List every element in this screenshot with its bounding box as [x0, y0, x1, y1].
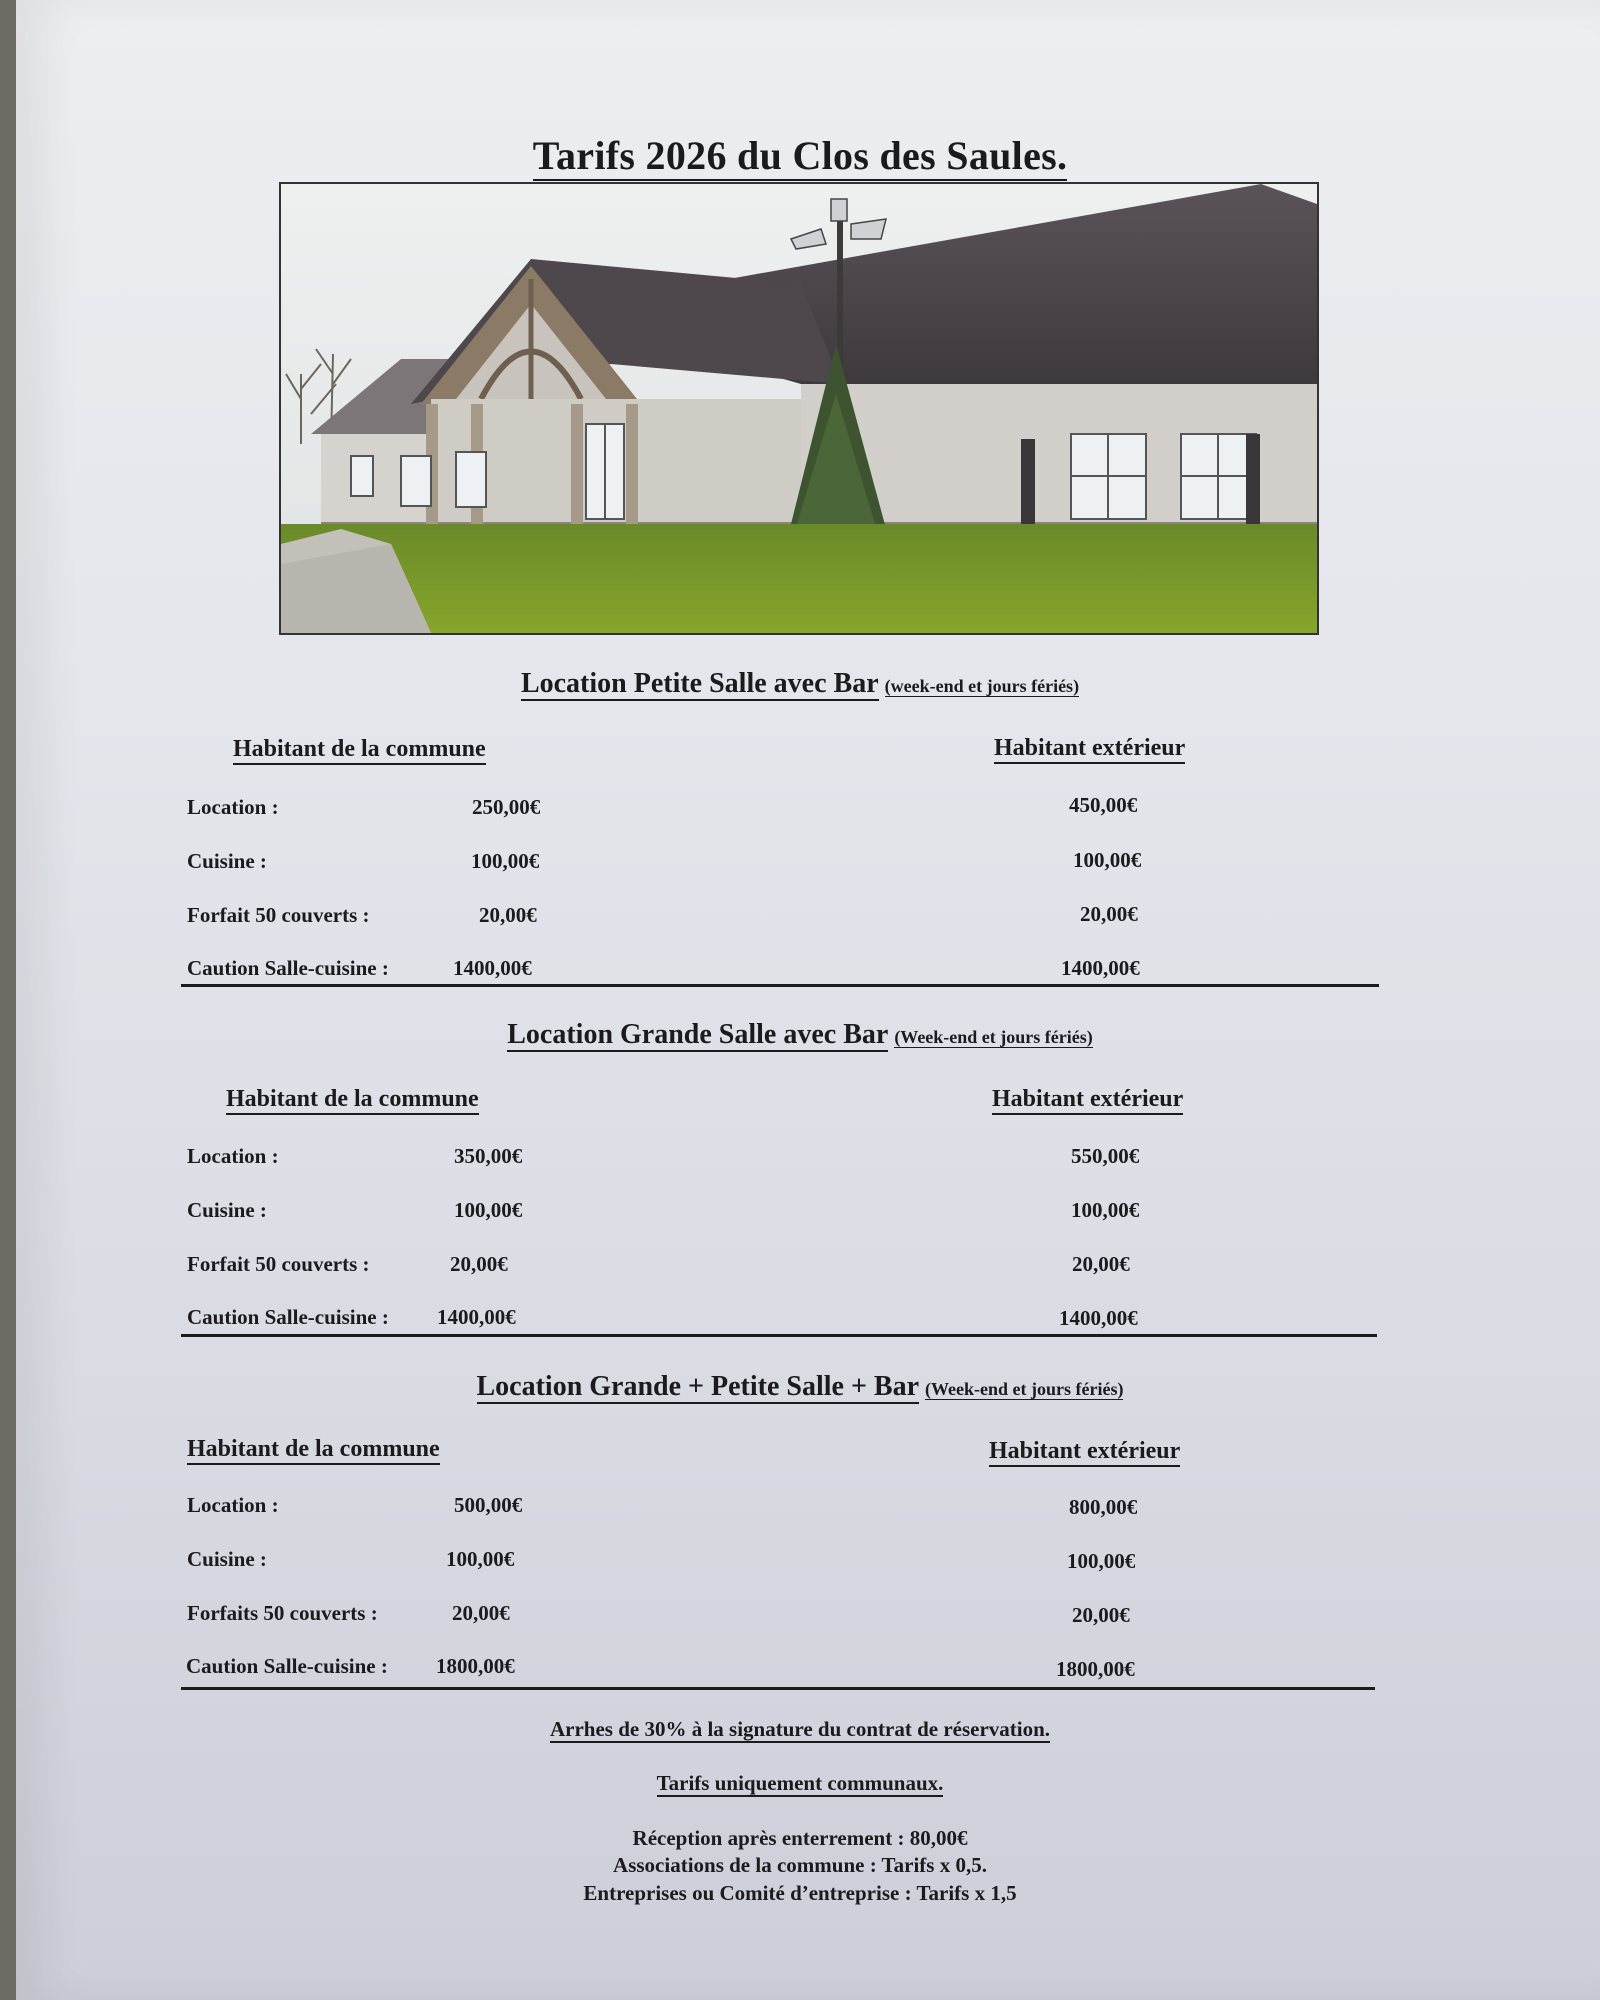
section-2-col-ext: Habitant extérieur	[992, 1086, 1183, 1115]
arrhes-note: Arrhes de 30% à la signature du contrat de réservation.	[549, 1717, 1051, 1741]
section-3-row-3-ext: 20,00€	[1072, 1603, 1130, 1627]
section-3-row-2-local: 100,00€	[446, 1547, 515, 1571]
section-2-row-2-local: 100,00€	[454, 1198, 523, 1222]
section-3-row-2-ext: 100,00€	[1067, 1549, 1136, 1573]
section-3-row-1-label: Location :	[187, 1493, 279, 1517]
section-1-heading: Location Petite Salle avec Bar (week-end et jours fériés)	[520, 668, 1080, 699]
entreprises-note: Entreprises ou Comité d’entreprise : Tarifs x 1,5	[583, 1881, 1017, 1905]
section-1-row-3-label: Forfait 50 couverts :	[187, 903, 370, 927]
section-2-col-local: Habitant de la commune	[226, 1086, 479, 1115]
section-2-row-2-ext: 100,00€	[1071, 1198, 1140, 1222]
section-1-row-2-label: Cuisine :	[187, 849, 267, 873]
communal-note: Tarifs uniquement communaux.	[656, 1771, 944, 1795]
section-2-row-3-local: 20,00€	[450, 1252, 508, 1276]
section-1-row-2-local: 100,00€	[471, 849, 540, 873]
section-2-row-2-label: Cuisine :	[187, 1198, 267, 1222]
associations-note: Associations de la commune : Tarifs x 0,5.	[613, 1853, 987, 1877]
page-title: Tarifs 2026 du Clos des Saules.	[16, 132, 1584, 179]
reception-note: Réception après enterrement : 80,00€	[632, 1826, 968, 1850]
document-page	[16, 0, 1600, 2000]
section-3-divider	[181, 1687, 1375, 1690]
section-1-row-2-ext: 100,00€	[1073, 848, 1142, 872]
section-2-heading: Location Grande Salle avec Bar (Week-end et jours fériés)	[507, 1019, 1093, 1050]
section-3-row-1-local: 500,00€	[454, 1493, 523, 1517]
section-1-row-4-ext: 1400,00€	[1061, 956, 1140, 980]
section-2-row-1-label: Location :	[187, 1144, 279, 1168]
building-photo	[279, 182, 1319, 635]
section-1-row-1-ext: 450,00€	[1069, 793, 1138, 817]
section-1-col-local: Habitant de la commune	[233, 736, 486, 765]
section-2-row-3-label: Forfait 50 couverts :	[187, 1252, 370, 1276]
section-2-row-1-ext: 550,00€	[1071, 1144, 1140, 1168]
section-2-row-4-local: 1400,00€	[437, 1305, 516, 1329]
building-photo-icon	[281, 184, 1317, 633]
section-2-row-4-label: Caution Salle-cuisine :	[187, 1305, 389, 1329]
section-2-divider	[181, 1334, 1377, 1337]
section-1-row-4-local: 1400,00€	[453, 956, 532, 980]
section-3-col-local: Habitant de la commune	[187, 1436, 440, 1465]
section-1-row-3-local: 20,00€	[479, 903, 537, 927]
section-2-row-3-ext: 20,00€	[1072, 1252, 1130, 1276]
section-1-row-3-ext: 20,00€	[1080, 902, 1138, 926]
section-1-row-1-label: Location :	[187, 795, 279, 819]
section-3-row-4-label: Caution Salle-cuisine :	[186, 1654, 388, 1678]
section-1-divider	[181, 984, 1379, 987]
section-3-row-3-local: 20,00€	[452, 1601, 510, 1625]
section-1-row-1-local: 250,00€	[472, 795, 541, 819]
section-3-row-1-ext: 800,00€	[1069, 1495, 1138, 1519]
section-1-col-ext: Habitant extérieur	[994, 735, 1185, 764]
section-2-row-1-local: 350,00€	[454, 1144, 523, 1168]
section-3-heading: Location Grande + Petite Salle + Bar (Week-end et jours fériés)	[476, 1371, 1124, 1402]
section-3-row-3-label: Forfaits 50 couverts :	[187, 1601, 378, 1625]
section-1-row-4-label: Caution Salle-cuisine :	[187, 956, 389, 980]
section-3-row-2-label: Cuisine :	[187, 1547, 267, 1571]
section-3-row-4-ext: 1800,00€	[1056, 1657, 1135, 1681]
section-3-row-4-local: 1800,00€	[436, 1654, 515, 1678]
section-3-col-ext: Habitant extérieur	[989, 1438, 1180, 1467]
section-2-row-4-ext: 1400,00€	[1059, 1306, 1138, 1330]
